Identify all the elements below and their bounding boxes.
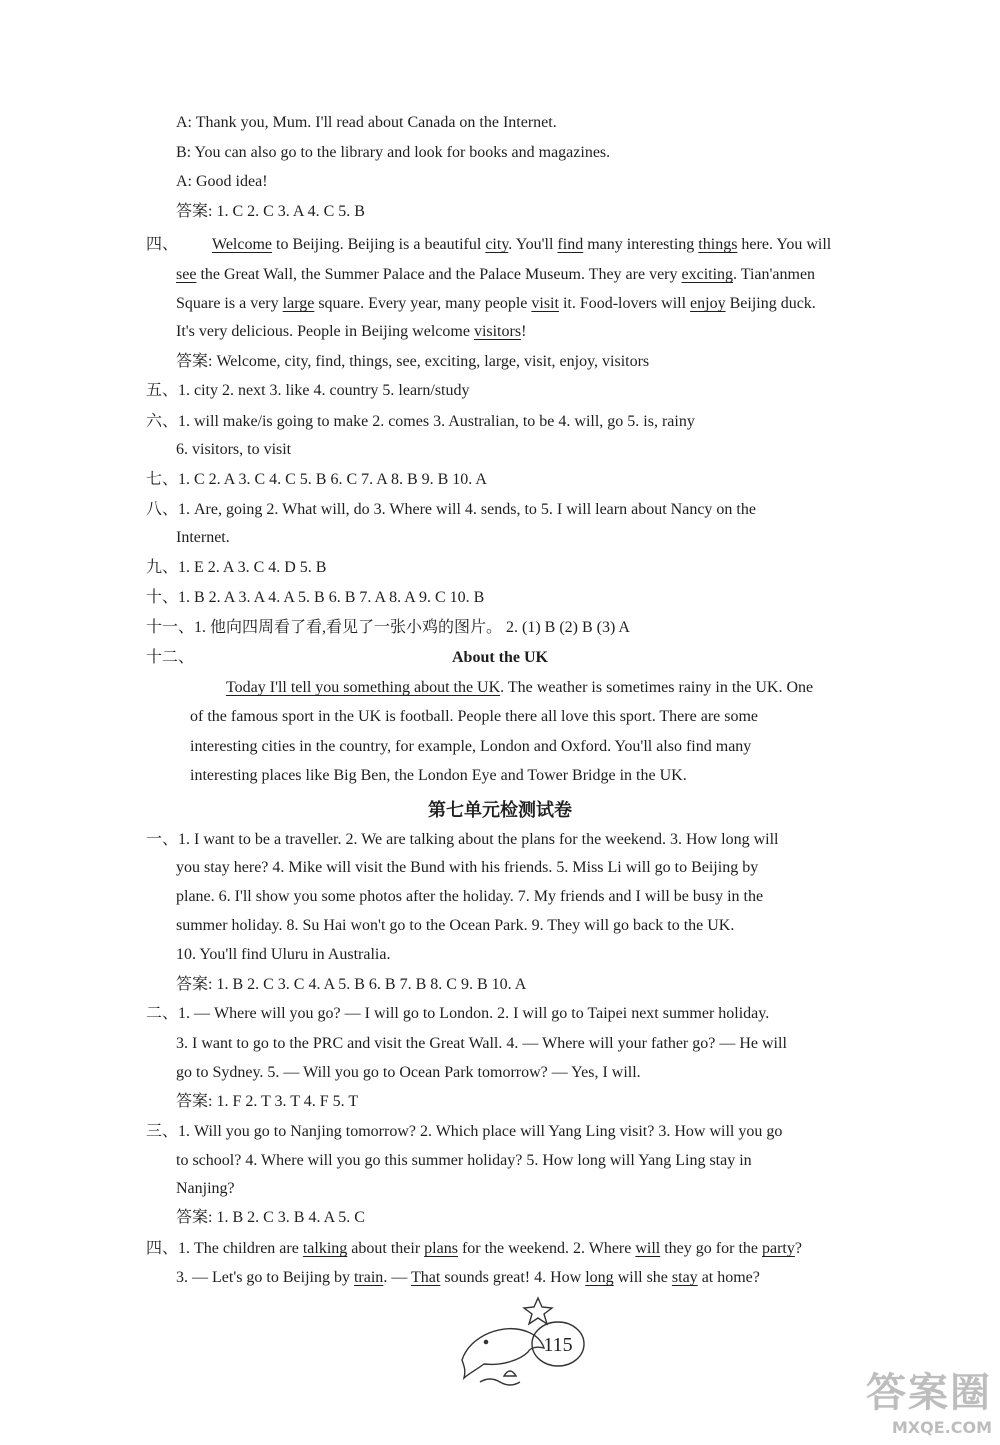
blank-word: exciting — [681, 266, 734, 283]
section-6: 六、1. will make/is going to make 2. comes 3. Australian, to be 4. will, go 5. is, rainy — [146, 413, 695, 430]
unit7-section-2: 二、1. — Where will you go? — I will go to London. 2. I will go to Taipei next summer holiday. — [146, 1005, 770, 1022]
blank-word: visit — [531, 295, 559, 312]
section-9: 九、1. E 2. A 3. C 4. D 5. B — [146, 559, 327, 576]
blank-word: find — [557, 236, 584, 253]
answer-line: 答案: 1. C 2. C 3. A 4. C 5. B — [176, 203, 365, 220]
answer-line: 答案: 1. B 2. C 3. B 4. A 5. C — [176, 1209, 365, 1226]
unit7-section-4: 四、1. The children are talking about their plans for the weekend. 2. Where will they go for the party? — [146, 1240, 802, 1257]
blank-word: see — [176, 266, 197, 283]
section-number: 四、 — [146, 236, 179, 253]
blank-word: plans — [424, 1240, 458, 1257]
unit7-section-2-cont: 3. I want to go to the PRC and visit the Great Wall. 4. — Where will your father go? — He will — [176, 1035, 787, 1052]
unit7-section-1-cont: you stay here? 4. Mike will visit the Bund with his friends. 5. Miss Li will go to Beijing by — [176, 859, 759, 876]
dialog-line: A: Thank you, Mum. I'll read about Canada on the Internet. — [176, 114, 557, 131]
essay-line: Today I'll tell you something about the UK. The weather is sometimes rainy in the UK. One — [226, 679, 814, 696]
passage-line: Square is a very large square. Every year, many people visit it. Food-lovers will enjoy Beijing duck. — [176, 295, 816, 312]
answer-line: 答案: 1. F 2. T 3. T 4. F 5. T — [176, 1093, 359, 1110]
unit7-section-1: 一、1. I want to be a traveller. 2. We are talking about the plans for the weekend. 3. How long will — [146, 831, 779, 848]
blank-word: things — [698, 236, 738, 253]
blank-word: That — [411, 1269, 441, 1286]
answer-line: 答案: 1. B 2. C 3. C 4. A 5. B 6. B 7. B 8. C 9. B 10. A — [176, 976, 527, 993]
passage-line: Welcome to Beijing. Beijing is a beautiful city. You'll find many interesting things here. You will — [212, 236, 832, 253]
watermark-logo — [866, 1361, 992, 1437]
unit-title: 第七单元检测试卷 — [428, 800, 572, 820]
dolphin-icon — [462, 1329, 544, 1378]
passage-line: It's very delicious. People in Beijing welcome visitors! — [176, 323, 527, 340]
page-number: 115 — [543, 1334, 573, 1356]
essay-line: interesting places like Big Ben, the London Eye and Tower Bridge in the UK. — [190, 767, 687, 784]
star-icon — [524, 1298, 552, 1324]
blank-word: visitors — [473, 323, 522, 340]
unit7-section-1-cont: summer holiday. 8. Su Hai won't go to the Ocean Park. 9. They will go back to the UK. — [176, 917, 735, 934]
shell-icon — [504, 1371, 516, 1376]
unit7-section-3: 三、1. Will you go to Nanjing tomorrow? 2. Which place will Yang Ling visit? 3. How will you go — [146, 1123, 783, 1140]
essay-topic-sentence: Today I'll tell you something about the UK — [226, 679, 501, 696]
unit7-section-4-cont: 3. — Let's go to Beijing by train. — That sounds great! 4. How long will she stay at home? — [176, 1269, 760, 1286]
essay-title: About the UK — [451, 649, 548, 666]
essay-line: of the famous sport in the UK is football. People there all love this sport. There are some — [190, 708, 759, 725]
blank-word: Welcome — [212, 236, 273, 253]
blank-word: party — [761, 1240, 795, 1257]
unit7-section-3-cont: Nanjing? — [176, 1180, 235, 1197]
blank-word: talking — [302, 1240, 348, 1257]
section-10: 十、1. B 2. A 3. A 4. A 5. B 6. B 7. A 8. A 9. C 10. B — [146, 589, 485, 606]
section-5: 五、1. city 2. next 3. like 4. country 5. learn/study — [146, 382, 470, 399]
blank-word: enjoy — [690, 295, 726, 312]
unit7-section-3-cont: to school? 4. Where will you go this summer holiday? 5. How long will Yang Ling stay in — [176, 1152, 752, 1169]
section-7: 七、1. C 2. A 3. C 4. C 5. B 6. C 7. A 8. B 9. B 10. A — [146, 471, 487, 488]
blank-word: city — [485, 236, 509, 253]
blank-word: long — [585, 1269, 614, 1286]
blank-word: large — [282, 295, 315, 312]
blank-word: will — [635, 1240, 661, 1257]
dolphin-page-number-illustration — [450, 1290, 610, 1390]
unit7-section-2-cont: go to Sydney. 5. — Will you go to Ocean Park tomorrow? — Yes, I will. — [176, 1064, 641, 1081]
answer-line: 答案: Welcome, city, find, things, see, exciting, large, visit, enjoy, visitors — [176, 353, 650, 370]
passage-line: see the Great Wall, the Summer Palace and the Palace Museum. They are very exciting. Tian'anmen — [176, 266, 816, 283]
blank-word: train — [353, 1269, 384, 1286]
essay-line: interesting cities in the country, for example, London and Oxford. You'll also find many — [190, 738, 752, 755]
wave-icon — [480, 1379, 520, 1385]
unit7-section-1-cont: 10. You'll find Uluru in Australia. — [176, 946, 391, 963]
section-8-cont: Internet. — [176, 529, 230, 546]
section-11: 十一、1. 他向四周看了看,看见了一张小鸡的图片。 2. (1) B (2) B (3) A — [146, 619, 630, 636]
watermark-url: MXQE.COM — [891, 1418, 992, 1437]
unit7-section-1-cont: plane. 6. I'll show you some photos after the holiday. 7. My friends and I will be busy in the — [176, 888, 764, 905]
section-number: 十二、 — [146, 649, 195, 666]
dialog-line: A: Good idea! — [176, 173, 268, 190]
blank-word: stay — [671, 1269, 698, 1286]
section-6-cont: 6. visitors, to visit — [176, 441, 292, 458]
dialog-line: B: You can also go to the library and look for books and magazines. — [176, 144, 611, 161]
section-8: 八、1. Are, going 2. What will, do 3. Where will 4. sends, to 5. I will learn about Nancy on the — [146, 501, 756, 518]
watermark-cn: 答案圈 — [866, 1370, 992, 1416]
